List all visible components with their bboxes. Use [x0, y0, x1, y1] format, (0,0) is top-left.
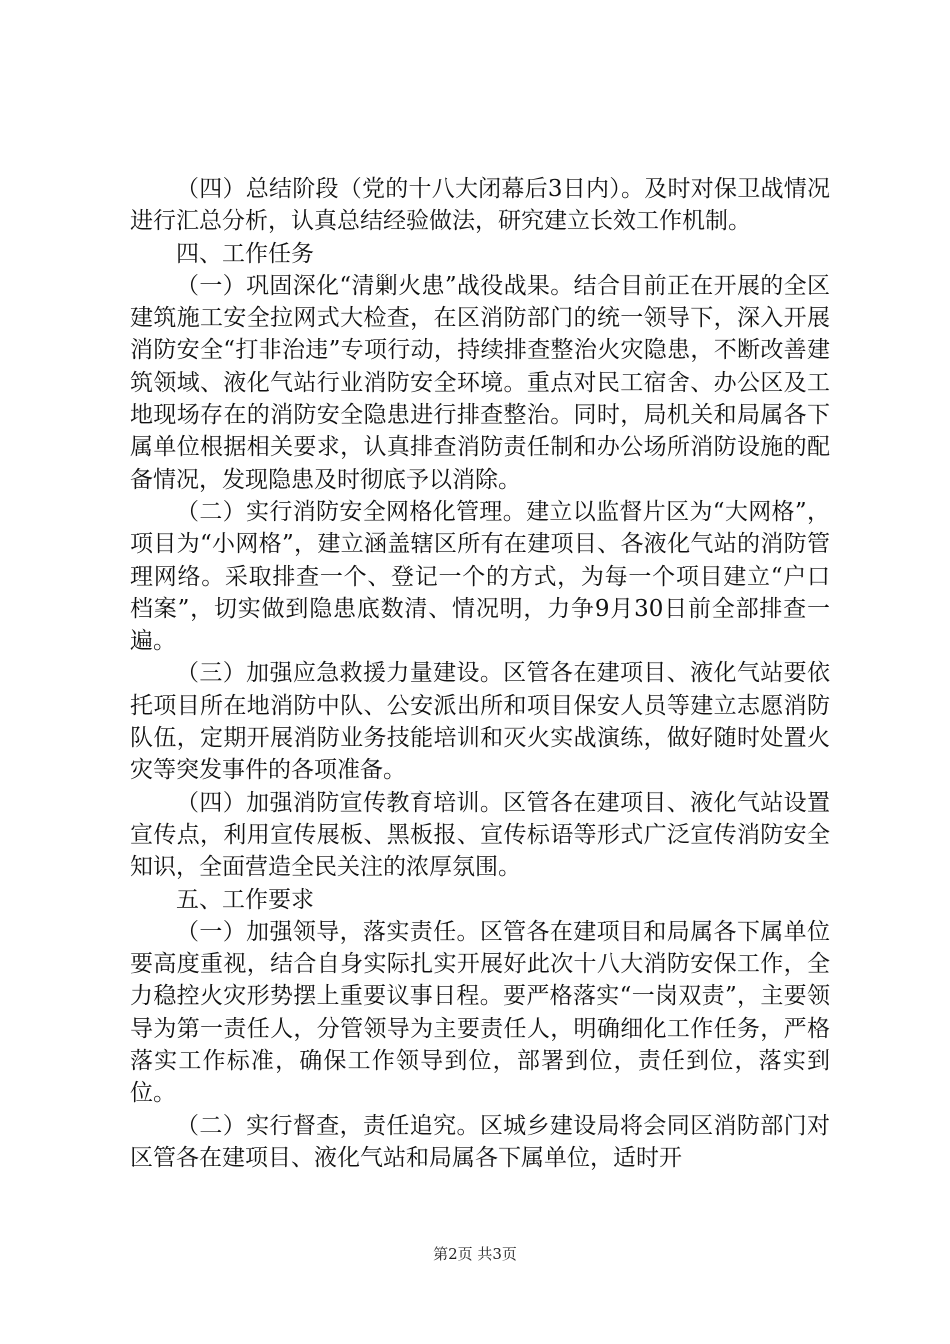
paragraph-summary-stage: （四）总结阶段（党的十八大闭幕后3日内）。及时对保卫战情况进行汇总分析，认真总结经验做法，研究建立长效工作机制。: [130, 176, 830, 235]
paragraph-task-2: （二）实行消防安全网格化管理。建立以监督片区为“大网格”，项目为“小网格”，建立涵盖辖区所有在建项目、各液化气站的消防管理网络。采取排查一个、登记一个的方式，为每一个项目建立“户口档案”，切实做到隐患底数清、情况明，力争9月30日前全部排查一遍。: [130, 498, 830, 655]
document-body: [130, 173, 830, 1174]
paragraph-task-1: （一）巩固深化“清剿火患”战役战果。结合目前正在开展的全区建筑施工安全拉网式大检查，在区消防部门的统一领导下，深入开展消防安全“打非治违”专项行动，持续排查整治火灾隐患，不断改善建筑领域、液化气站行业消防安全环境。重点对民工宿舍、办公区及工地现场存在的消防安全隐患进行排查整治。同时，局机关和局属各下属单位根据相关要求，认真排查消防责任制和办公场所消防设施的配备情况，发现隐患及时彻底予以消除。: [130, 272, 830, 493]
section-heading-tasks: 四、工作任务: [176, 240, 314, 267]
paragraph-task-3: （三）加强应急救援力量建设。区管各在建项目、液化气站要依托项目所在地消防中队、公安派出所和项目保安人员等建立志愿消防队伍，定期开展消防业务技能培训和灭火实战演练，做好随时处置火灾等突发事件的各项准备。: [130, 660, 830, 784]
page-number-footer: 第2页 共3页: [433, 1245, 517, 1263]
paragraph-requirement-2: （二）实行督查，责任追究。区城乡建设局将会同区消防部门对区管各在建项目、液化气站和局属各下属单位，适时开: [130, 1112, 830, 1171]
section-heading-requirements: 五、工作要求: [176, 886, 314, 913]
paragraph-requirement-1: （一）加强领导，落实责任。区管各在建项目和局属各下属单位要高度重视，结合自身实际扎实开展好此次十八大消防安保工作，全力稳控火灾形势摆上重要议事日程。要严格落实“一岗双责”，主要领导为第一责任人，分管领导为主要责任人，明确细化工作任务，严格落实工作标准，确保工作领导到位，部署到位，责任到位，落实到位。: [130, 918, 830, 1107]
paragraph-task-4: （四）加强消防宣传教育培训。区管各在建项目、液化气站设置宣传点，利用宣传展板、黑板报、宣传标语等形式广泛宣传消防安全知识，全面营造全民关注的浓厚氛围。: [130, 789, 830, 881]
